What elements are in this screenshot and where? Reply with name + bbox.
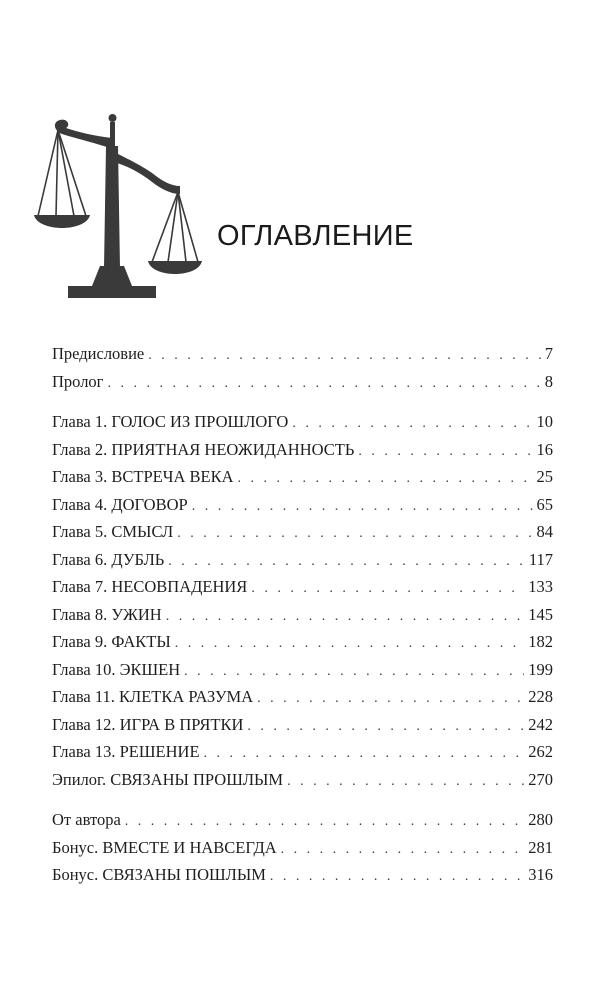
toc-entry-title: Бонус. ВМЕСТЕ И НАВСЕГДА (52, 837, 277, 857)
dot-leader (247, 713, 524, 741)
toc-entry-page-number: 262 (528, 742, 553, 761)
toc-entry-title: Глава 2. ПРИЯТНАЯ НЕОЖИДАННОСТЬ (52, 439, 355, 459)
toc-entry-page-number: 133 (528, 577, 553, 596)
dot-leader (125, 808, 524, 836)
dot-leader (238, 465, 533, 493)
toc-entry-title: Глава 1. ГОЛОС ИЗ ПРОШЛОГО (52, 412, 289, 431)
toc-entry-page-number: 270 (528, 769, 553, 789)
toc-entry[interactable] (52, 573, 553, 601)
dot-leader (148, 342, 541, 370)
dot-leader (204, 740, 525, 768)
dot-leader (107, 370, 540, 398)
toc-entry-page-number: 281 (528, 837, 553, 857)
toc-entry[interactable] (52, 861, 553, 889)
dot-leader (292, 410, 532, 438)
dot-leader (168, 548, 525, 576)
dot-leader (281, 836, 525, 864)
toc-entry-title: Глава 9. ФАКТЫ (52, 632, 171, 651)
toc-entry[interactable] (52, 656, 553, 684)
toc-entry-title: Глава 10. ЭКШЕН (52, 659, 181, 679)
dot-leader (175, 630, 524, 658)
dot-leader (192, 493, 533, 521)
toc-entry[interactable] (52, 806, 553, 834)
toc-group (52, 806, 553, 889)
toc-entry[interactable] (52, 601, 553, 629)
toc-entry-page-number: 8 (544, 371, 553, 391)
toc-entry-page-number: 65 (536, 494, 553, 514)
toc-entry-page-number: 242 (528, 714, 553, 734)
toc-entry-page-number: 10 (536, 412, 553, 431)
toc-entry-title: Эпилог. СВЯЗАНЫ ПРОШЛЫМ (52, 769, 284, 789)
toc-entry-page-number: 84 (536, 522, 553, 541)
dot-leader (184, 658, 524, 686)
toc-entry-page-number: 145 (528, 604, 553, 624)
toc-entry-title: Глава 6. ДУБЛЬ (52, 549, 165, 569)
dot-leader (270, 863, 524, 891)
toc-entry-page-number: 182 (528, 632, 553, 651)
dot-leader (166, 603, 525, 631)
toc-entry-title: Глава 7. НЕСОВПАДЕНИЯ (52, 577, 248, 596)
toc-entry[interactable] (52, 546, 553, 574)
toc-entry[interactable] (52, 491, 553, 519)
toc-entry[interactable] (52, 834, 553, 862)
toc-entry-title: Глава 13. РЕШЕНИЕ (52, 742, 200, 761)
toc-entry-title: Глава 4. ДОГОВОР (52, 494, 188, 514)
toc-entry-page-number: 7 (544, 344, 553, 363)
toc-entry-page-number: 117 (528, 549, 553, 569)
dot-leader (287, 768, 524, 796)
toc-entry-title: Предисловие (52, 344, 145, 363)
toc-group (52, 408, 553, 793)
toc-entry[interactable] (52, 408, 553, 436)
page-title: ОГЛАВЛЕНИЕ (217, 220, 414, 252)
toc-entry-page-number: 316 (528, 865, 553, 884)
dot-leader (177, 520, 532, 548)
toc-entry[interactable] (52, 463, 553, 491)
toc-entry[interactable] (52, 368, 553, 396)
toc-entry-title: Глава 5. СМЫСЛ (52, 522, 174, 541)
toc-entry-title: От автора (52, 810, 121, 829)
toc-entry-page-number: 25 (536, 467, 553, 486)
dot-leader (251, 575, 524, 603)
toc-entry[interactable] (52, 711, 553, 739)
toc-entry-title: Глава 8. УЖИН (52, 604, 162, 624)
toc-entry-title: Глава 11. КЛЕТКА РАЗУМА (52, 687, 254, 706)
scales-of-justice-icon (30, 108, 205, 300)
toc-entry[interactable] (52, 340, 553, 368)
toc-entry[interactable] (52, 738, 553, 766)
toc-entry[interactable] (52, 628, 553, 656)
toc-entry-title: Глава 12. ИГРА В ПРЯТКИ (52, 714, 244, 734)
toc-entry[interactable] (52, 518, 553, 546)
toc-entry-title: Глава 3. ВСТРЕЧА ВЕКА (52, 467, 234, 486)
toc-entry[interactable] (52, 436, 553, 464)
toc-entry-page-number: 16 (536, 439, 553, 459)
toc-entry-title: Пролог (52, 371, 104, 391)
toc-entry[interactable] (52, 683, 553, 711)
dot-leader (358, 438, 532, 466)
toc-entry-page-number: 228 (528, 687, 553, 706)
toc-entry-page-number: 199 (528, 659, 553, 679)
toc-entry-page-number: 280 (528, 810, 553, 829)
toc-entry-title: Бонус. СВЯЗАНЫ ПОШЛЫМ (52, 865, 266, 884)
toc-entry[interactable] (52, 766, 553, 794)
dot-leader (257, 685, 524, 713)
table-of-contents (52, 340, 553, 889)
toc-group (52, 340, 553, 395)
